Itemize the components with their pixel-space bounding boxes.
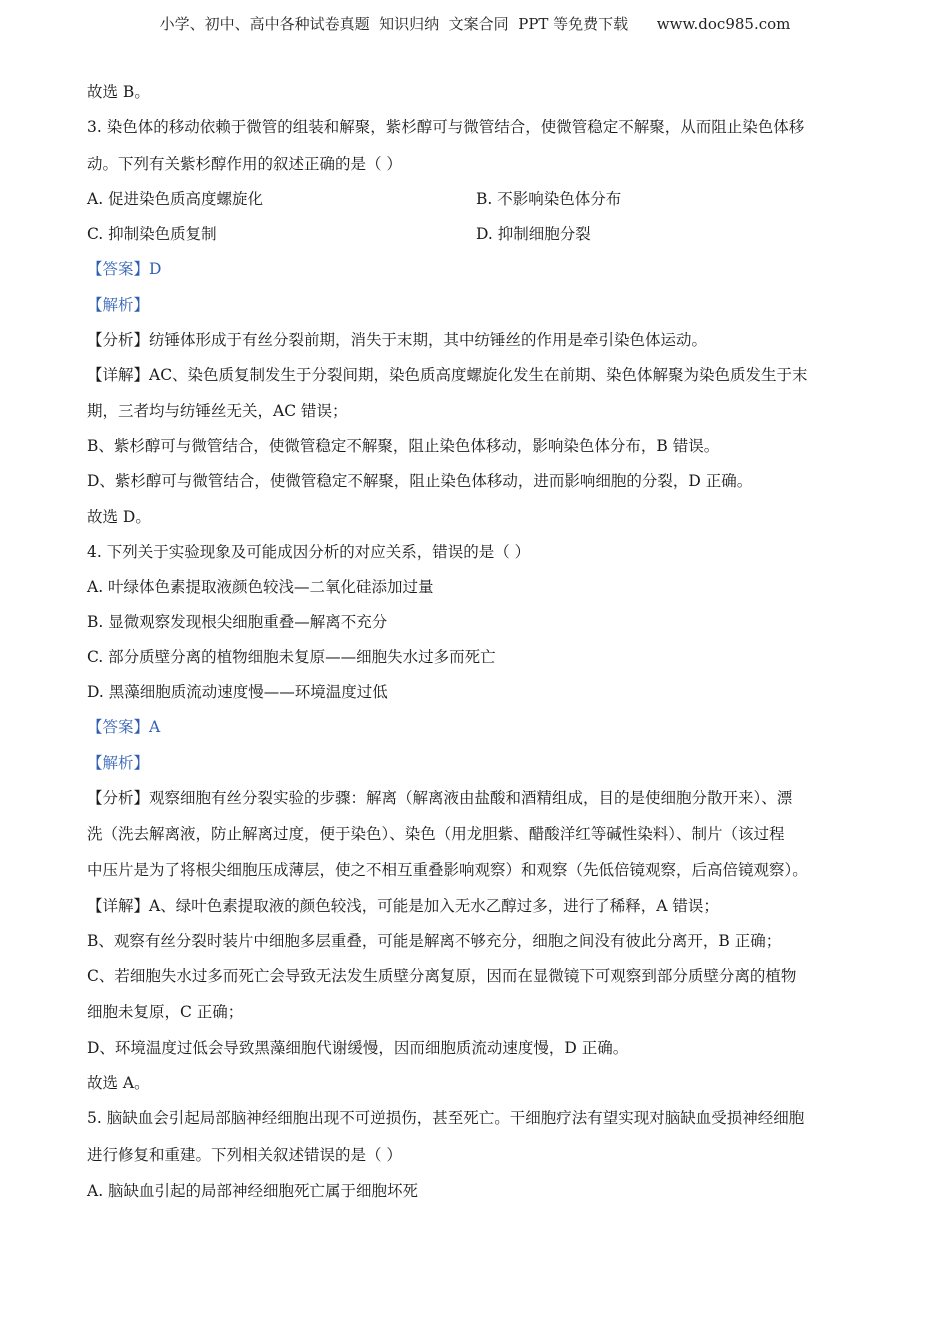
detail-text: B、观察有丝分裂时装片中细胞多层重叠，可能是解离不够充分，细胞之间没有彼此分离开，B 正确； — [87, 932, 782, 950]
analysis-label: 【解析】 — [87, 754, 150, 772]
option-d: D. 黑藻细胞质流动速度慢——环境温度过低 — [87, 683, 388, 701]
option-c: C. 部分质壁分离的植物细胞未复原——细胞失水过多而死亡 — [87, 648, 496, 666]
detail-text: D、环境温度过低会导致黑藻细胞代谢缓慢，因而细胞质流动速度慢，D 正确。 — [87, 1039, 629, 1057]
option-b: B. 不影响染色体分布 — [476, 190, 622, 208]
detail-text: 细胞未复原，C 正确； — [87, 1003, 244, 1021]
option-a: A. 促进染色质高度螺旋化 — [87, 190, 264, 208]
option-b: B. 显微观察发现根尖细胞重叠—解离不充分 — [87, 613, 388, 631]
answer-label: 【答案】A — [87, 718, 161, 736]
option-a: A. 脑缺血引起的局部神经细胞死亡属于细胞坏死 — [87, 1182, 419, 1200]
question-4-stem: 4. 下列关于实验现象及可能成因分析的对应关系，错误的是（ ） — [87, 543, 531, 561]
detail-text: 【详解】A、绿叶色素提取液的颜色较浅，可能是加入无水乙醇过多，进行了稀释，A 错误； — [87, 897, 719, 915]
analysis-text: 【分析】观察细胞有丝分裂实验的步骤：解离（解离液由盐酸和酒精组成，目的是使细胞分散开来）、漂 — [87, 789, 793, 807]
text-line: 故选 A。 — [87, 1074, 150, 1092]
detail-text: 期，三者均与纺锤丝无关，AC 错误； — [87, 402, 348, 420]
question-5-stem: 5. 脑缺血会引起局部脑神经细胞出现不可逆损伤，甚至死亡。干细胞疗法有望实现对脑缺血受损神经细胞 — [87, 1109, 805, 1127]
detail-text: 【详解】AC、染色质复制发生于分裂间期，染色质高度螺旋化发生在前期、染色体解聚为染色质发生于末 — [87, 366, 808, 384]
text-line: 故选 B。 — [87, 83, 150, 101]
question-3-stem: 3. 染色体的移动依赖于微管的组装和解聚，紫杉醇可与微管结合，使微管稳定不解聚，从而阻止染色体移 — [87, 118, 805, 136]
answer-label: 【答案】D — [87, 260, 162, 278]
detail-text: D、紫杉醇可与微管结合，使微管稳定不解聚，阻止染色体移动，进而影响细胞的分裂，D 正确。 — [87, 472, 753, 490]
detail-text: B、紫杉醇可与微管结合，使微管稳定不解聚，阻止染色体移动，影响染色体分布，B 错误。 — [87, 437, 720, 455]
analysis-text: 洗（洗去解离液，防止解离过度，便于染色）、染色（用龙胆紫、醋酸洋红等碱性染料）、制片（该过程 — [87, 825, 785, 843]
page-header: 小学、初中、高中各种试卷真题 知识归纳 文案合同 PPT 等免费下载 www.doc985.com — [159, 15, 791, 33]
option-a: A. 叶绿体色素提取液颜色较浅—二氧化硅添加过量 — [87, 578, 434, 596]
option-d: D. 抑制细胞分裂 — [476, 225, 591, 243]
analysis-text: 中压片是为了将根尖细胞压成薄层，使之不相互重叠影响观察）和观察（先低倍镜观察，后高倍镜观察）。 — [87, 861, 808, 879]
question-5-stem: 进行修复和重建。下列相关叙述错误的是（ ） — [87, 1146, 402, 1164]
analysis-label: 【解析】 — [87, 296, 150, 314]
text-line: 故选 D。 — [87, 508, 151, 526]
question-3-stem: 动。下列有关紫杉醇作用的叙述正确的是（ ） — [87, 155, 402, 173]
detail-text: C、若细胞失水过多而死亡会导致无法发生质壁分离复原，因而在显微镜下可观察到部分质壁分离的植物 — [87, 967, 797, 985]
option-c: C. 抑制染色质复制 — [87, 225, 217, 243]
analysis-text: 【分析】纺锤体形成于有丝分裂前期，消失于末期，其中纺锤丝的作用是牵引染色体运动。 — [87, 331, 708, 349]
